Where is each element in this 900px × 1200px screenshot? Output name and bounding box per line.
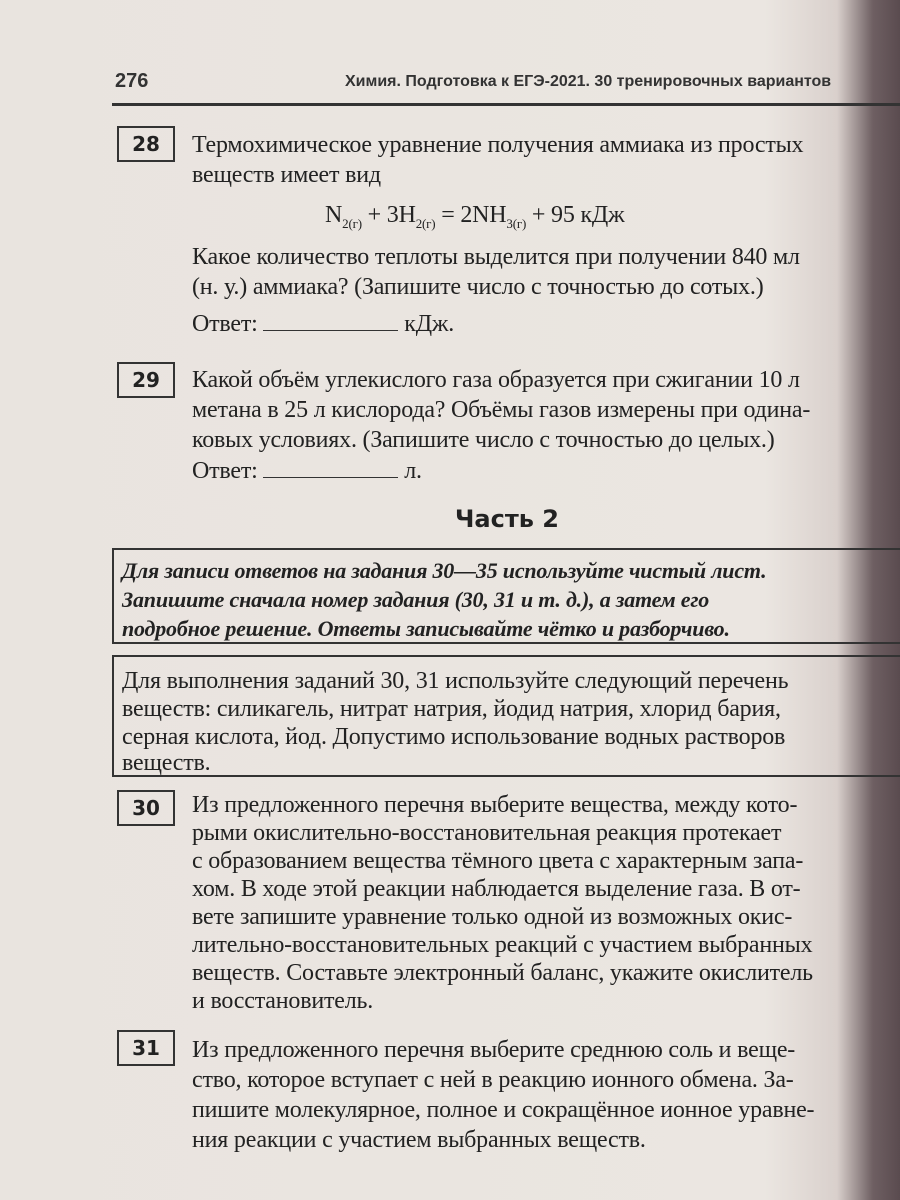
answer-blank[interactable] bbox=[263, 308, 398, 331]
instructions-line: Для записи ответов на задания 30—35 используйте чистый лист. bbox=[122, 558, 767, 583]
substances-line: веществ. bbox=[122, 750, 211, 776]
task28-line: Термохимическое уравнение получения аммиака из простых bbox=[192, 132, 804, 158]
task30-line: вете запишите уравнение только одной из возможных окис- bbox=[192, 904, 793, 930]
task31-line: пишите молекулярное, полное и сокращённое ионное уравне- bbox=[192, 1097, 815, 1123]
task31-line: Из предложенного перечня выберите среднюю соль и веще- bbox=[192, 1037, 796, 1063]
eq-sub: 2(г) bbox=[415, 215, 436, 231]
eq-sub: 2(г) bbox=[342, 215, 362, 231]
task28-answer bbox=[192, 308, 454, 339]
instructions-line: Запишите сначала номер задания (30, 31 и т. д.), а затем его bbox=[122, 587, 710, 612]
substances-line: серная кислота, йод. Допустимо использование водных растворов bbox=[122, 724, 786, 750]
task29-line: метана в 25 л кислорода? Объёмы газов измерены при одина- bbox=[192, 397, 811, 423]
task-number-28: 28 bbox=[117, 126, 175, 162]
task30-line: хом. В ходе этой реакции наблюдается выделение газа. В от- bbox=[192, 876, 801, 902]
task28-question: Какое количество теплоты выделится при получении 840 мл bbox=[192, 244, 800, 270]
answer-blank[interactable] bbox=[263, 455, 398, 478]
page-number: 276 bbox=[115, 70, 149, 92]
part-title: Часть 2 bbox=[455, 505, 559, 533]
eq-sub: 3(г) bbox=[506, 215, 527, 231]
answer-unit: кДж. bbox=[404, 311, 455, 337]
answer-label: Ответ: bbox=[192, 311, 258, 337]
task28-question: (н. у.) аммиака? (Запишите число с точностью до сотых.) bbox=[192, 274, 764, 300]
running-header-title: Химия. Подготовка к ЕГЭ-2021. 30 тренировочных вариантов bbox=[345, 73, 832, 90]
task-number-29: 29 bbox=[117, 362, 175, 398]
substances-line: веществ: силикагель, нитрат натрия, йодид натрия, хлорид бария, bbox=[122, 696, 781, 722]
task28-line: веществ имеет вид bbox=[192, 162, 381, 188]
task28-equation bbox=[325, 200, 624, 239]
header-rule bbox=[112, 103, 900, 106]
eq-part: + 95 кДж bbox=[526, 202, 625, 228]
answer-label: Ответ: bbox=[192, 458, 258, 484]
eq-part: + 3H bbox=[361, 202, 416, 228]
task29-answer bbox=[192, 455, 422, 486]
substances-line: Для выполнения заданий 30, 31 используйте следующий перечень bbox=[122, 668, 789, 694]
task30-line: лительно-восстановительных реакций с участием выбранных bbox=[192, 932, 813, 958]
eq-part: N bbox=[325, 202, 343, 228]
instructions-line: подробное решение. Ответы записывайте чётко и разборчиво. bbox=[122, 616, 730, 641]
task30-line: и восстановитель. bbox=[192, 988, 374, 1014]
task31-line: ния реакции с участием выбранных веществ. bbox=[192, 1127, 646, 1153]
task-number-30: 30 bbox=[117, 790, 175, 826]
eq-part: = 2NH bbox=[435, 202, 507, 228]
task30-line: с образованием вещества тёмного цвета с характерным запа- bbox=[192, 848, 804, 874]
answer-unit: л. bbox=[404, 458, 422, 484]
task29-line: Какой объём углекислого газа образуется при сжигании 10 л bbox=[192, 367, 800, 393]
task-number-31: 31 bbox=[117, 1030, 175, 1066]
task31-line: ство, которое вступает с ней в реакцию ионного обмена. За- bbox=[192, 1067, 794, 1093]
task30-line: рыми окислительно-восстановительная реакция протекает bbox=[192, 820, 782, 846]
task30-line: Из предложенного перечня выберите вещества, между кото- bbox=[192, 792, 798, 818]
task29-line: ковых условиях. (Запишите число с точностью до целых.) bbox=[192, 427, 775, 453]
task30-line: веществ. Составьте электронный баланс, укажите окислитель bbox=[192, 960, 813, 986]
